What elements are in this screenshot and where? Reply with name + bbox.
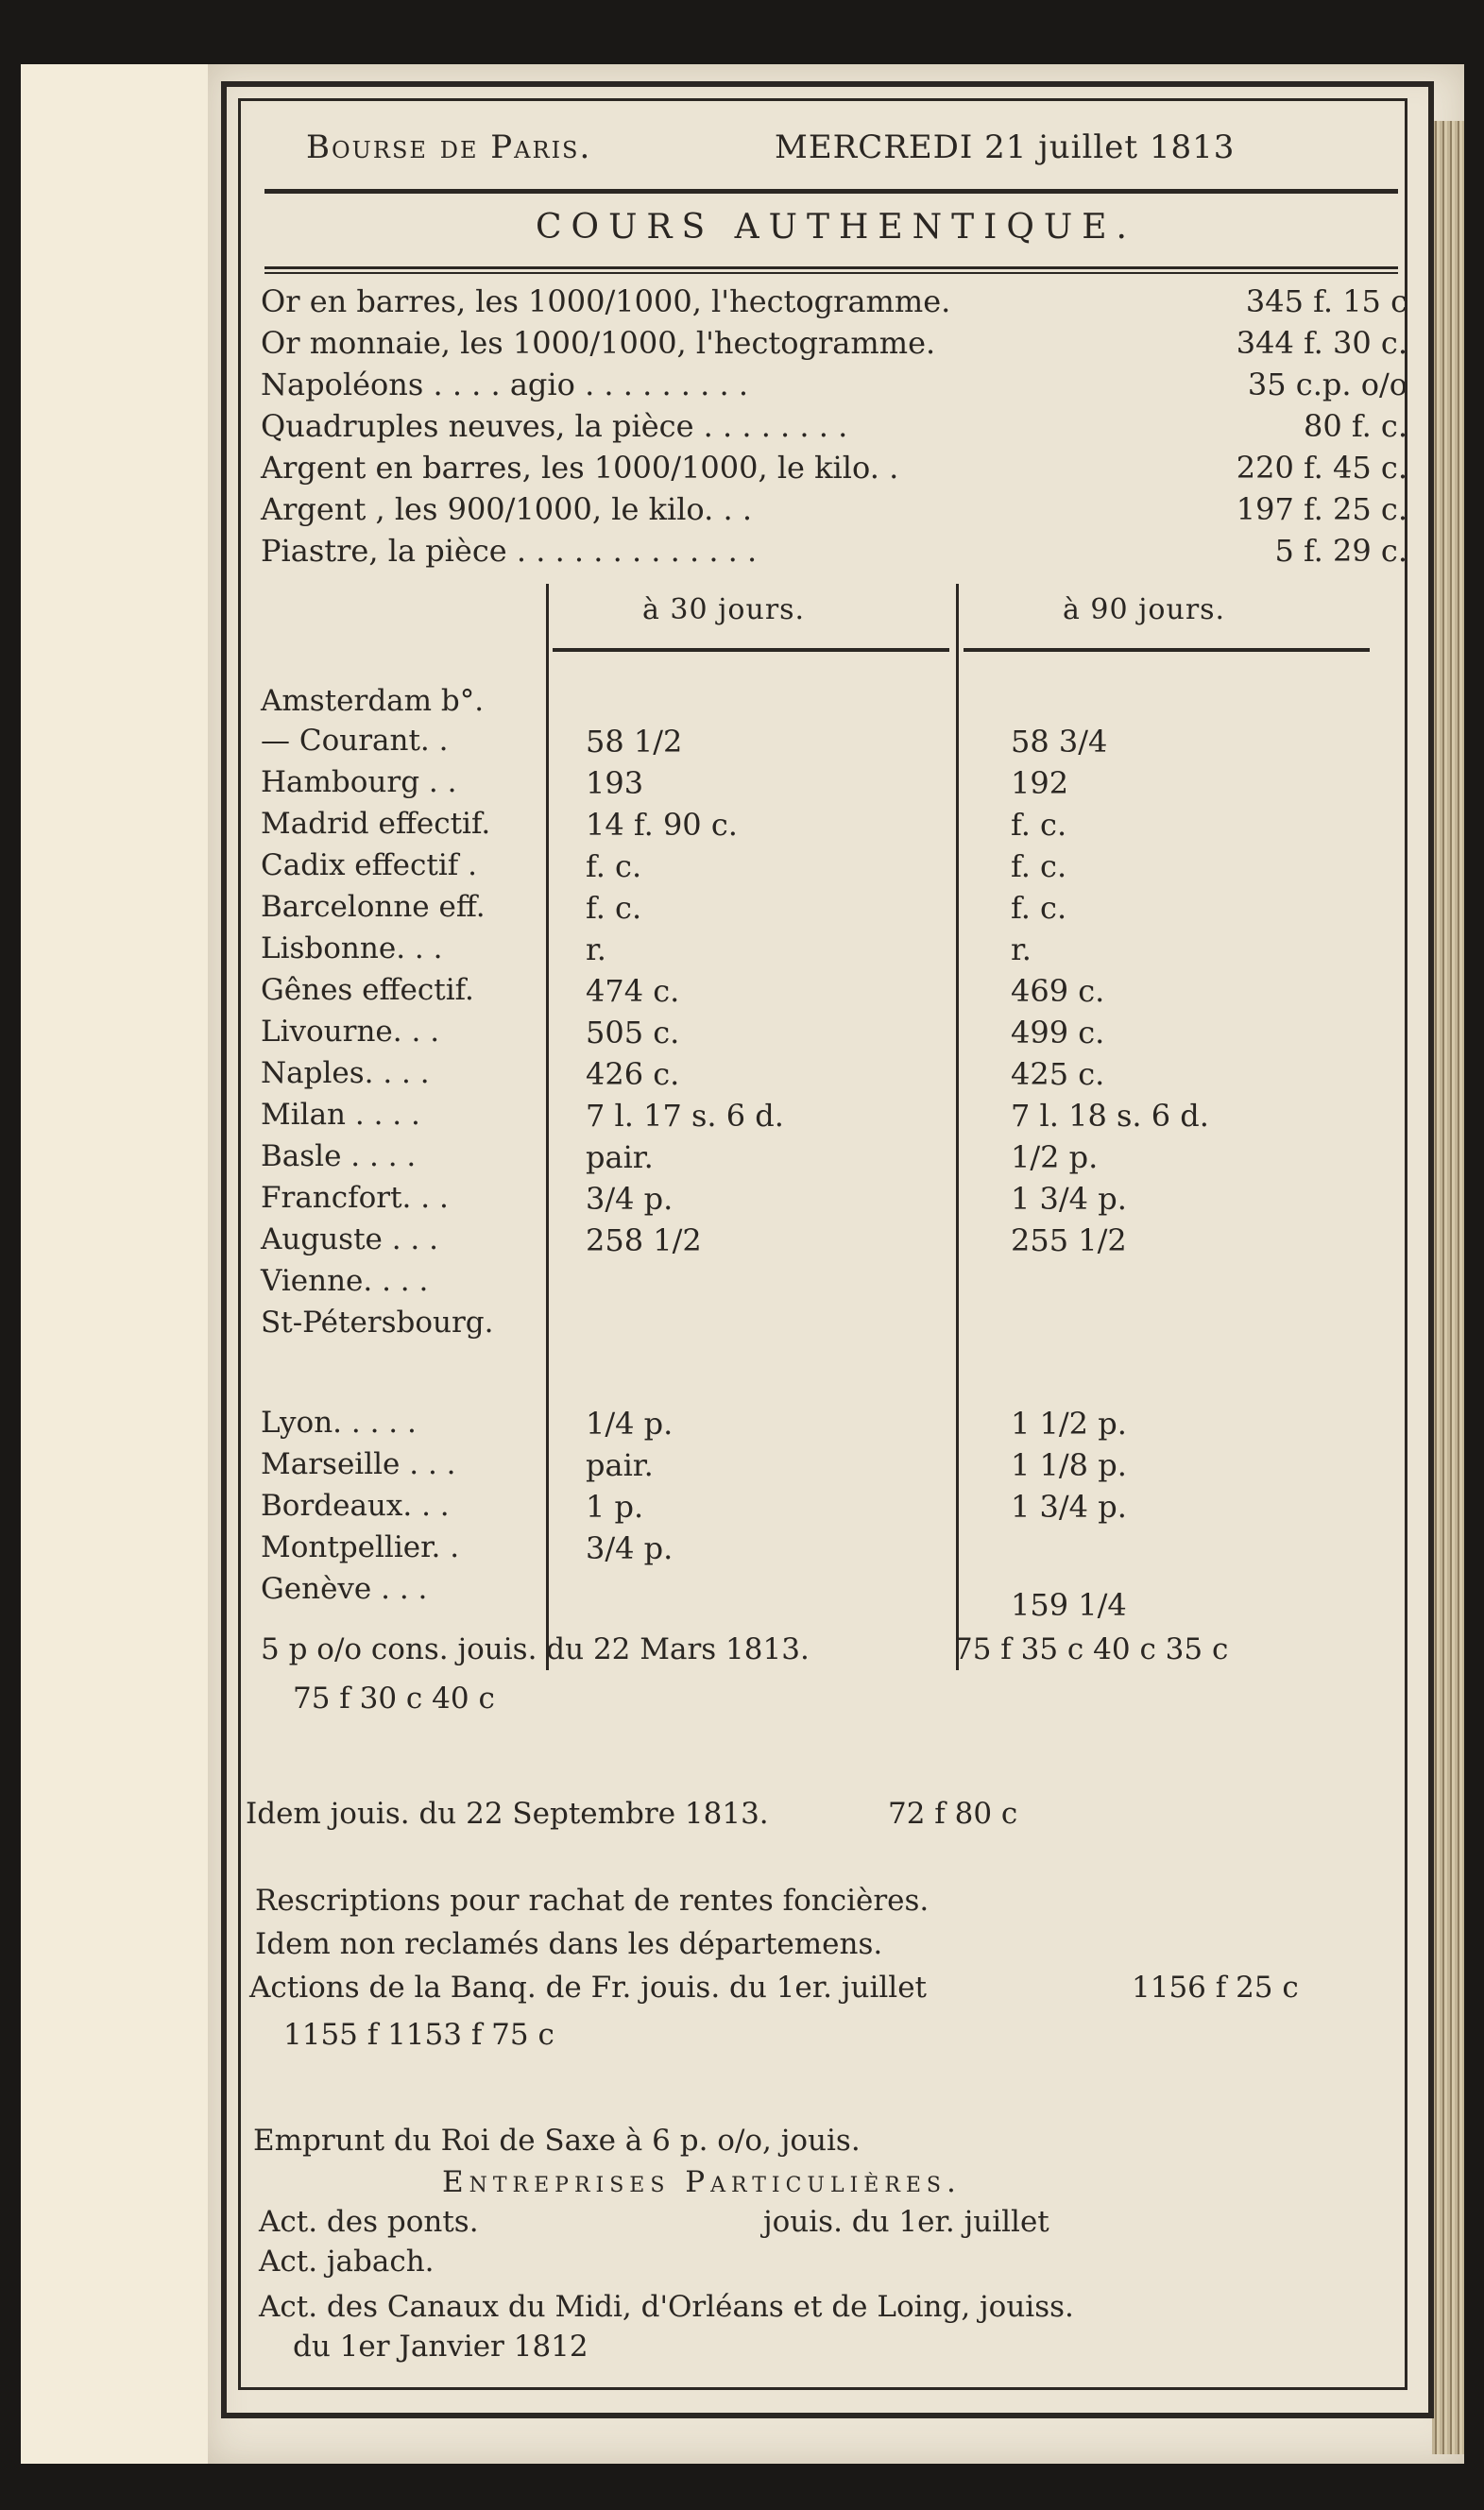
metal-label: Or monnaie, les 1000/1000, l'hectogramme. xyxy=(261,325,936,361)
rate-90: 1 3/4 p. xyxy=(1011,1489,1127,1525)
facing-page xyxy=(21,64,223,2464)
exchange-city: Vienne. . . . xyxy=(261,1264,429,1298)
column-header-90: à 90 jours. xyxy=(1063,593,1226,626)
rate-90: f. c. xyxy=(1011,807,1067,843)
exchange-city: Montpellier. . xyxy=(261,1530,460,1564)
metal-value: 80 f. c. xyxy=(1303,408,1407,444)
exchange-city: Francfort. . . xyxy=(261,1181,449,1215)
rate-30: 505 c. xyxy=(586,1015,680,1050)
metal-value: 344 f. 30 c. xyxy=(1236,325,1407,361)
exchange-city: Barcelonne eff. xyxy=(261,890,486,924)
metal-label: Or en barres, les 1000/1000, l'hectogramme. xyxy=(261,283,951,319)
rate-30: 1 p. xyxy=(586,1489,644,1525)
title-rule xyxy=(264,266,1398,269)
rate-90: r. xyxy=(1011,931,1032,967)
funds-line: jouis. du 1er. juillet xyxy=(763,2205,1049,2239)
exchange-city: Genève . . . xyxy=(261,1572,428,1606)
exchange-city: Milan . . . . xyxy=(261,1098,420,1132)
exchange-city: Gênes effectif. xyxy=(261,973,474,1007)
header-rule xyxy=(264,189,1398,194)
metal-label: Argent en barres, les 1000/1000, le kilo. . xyxy=(261,450,899,486)
metal-value: 5 f. 29 c. xyxy=(1274,533,1407,569)
metal-label: Argent , les 900/1000, le kilo. . . xyxy=(261,491,752,527)
rate-30: 3/4 p. xyxy=(586,1530,674,1566)
rate-90: 159 1/4 xyxy=(1011,1587,1127,1623)
metal-value: 197 f. 25 c. xyxy=(1236,491,1407,527)
funds-line: Act. jabach. xyxy=(259,2245,435,2279)
funds-line: Actions de la Banq. de Fr. jouis. du 1er. juillet xyxy=(249,1971,928,2005)
funds-line: Idem non reclamés dans les départemens. xyxy=(255,1927,883,1961)
rate-30: 426 c. xyxy=(586,1056,680,1092)
header-bourse: Bourse de Paris. xyxy=(306,128,592,166)
section-heading: Entreprises Particulières. xyxy=(442,2165,962,2199)
metal-value: 345 f. 15 c xyxy=(1245,283,1407,319)
rate-30: 193 xyxy=(586,765,644,801)
rate-30: 58 1/2 xyxy=(586,724,683,760)
funds-values: 75 f 30 c 40 c xyxy=(293,1682,495,1716)
exchange-city: Hambourg . . xyxy=(261,765,457,799)
exchange-city: St-Pétersbourg. xyxy=(261,1306,494,1340)
exchange-city: Madrid effectif. xyxy=(261,807,491,841)
rate-90: 1 3/4 p. xyxy=(1011,1181,1127,1217)
funds-values: 1156 f 25 c xyxy=(1132,1971,1299,2005)
funds-line: Rescriptions pour rachat de rentes foncières. xyxy=(255,1884,930,1918)
rate-90: 499 c. xyxy=(1011,1015,1105,1050)
page-title: COURS AUTHENTIQUE. xyxy=(536,208,1136,247)
rate-90: 1 1/2 p. xyxy=(1011,1406,1127,1442)
page-edges xyxy=(1432,121,1464,2454)
funds-line: Act. des ponts. xyxy=(259,2205,479,2239)
rate-30: pair. xyxy=(586,1139,654,1175)
column-rule xyxy=(964,648,1370,652)
metal-label: Quadruples neuves, la pièce . . . . . . . . xyxy=(261,408,848,444)
funds-line: 5 p o/o cons. jouis. du 22 Mars 1813. xyxy=(261,1632,810,1666)
rate-30: r. xyxy=(586,931,606,967)
exchange-city: Naples. . . . xyxy=(261,1056,430,1090)
exchange-city: Amsterdam b°. xyxy=(261,684,485,718)
metal-value: 220 f. 45 c. xyxy=(1236,450,1407,486)
exchange-city: Cadix effectif . xyxy=(261,848,477,882)
column-rule xyxy=(553,648,949,652)
rate-30: 3/4 p. xyxy=(586,1181,674,1217)
header-date: MERCREDI 21 juillet 1813 xyxy=(775,128,1236,166)
rate-90: 192 xyxy=(1011,765,1069,801)
exchange-city: Lyon. . . . . xyxy=(261,1406,417,1440)
rate-30: 7 l. 17 s. 6 d. xyxy=(586,1098,784,1134)
rate-30: pair. xyxy=(586,1447,654,1483)
rate-90: 7 l. 18 s. 6 d. xyxy=(1011,1098,1209,1134)
metal-value: 35 c.p. o/o xyxy=(1247,367,1407,402)
rate-30: 1/4 p. xyxy=(586,1406,674,1442)
funds-line: Idem jouis. du 22 Septembre 1813. xyxy=(246,1797,769,1831)
funds-values: 1155 f 1153 f 75 c xyxy=(283,2018,554,2052)
rate-90: 425 c. xyxy=(1011,1056,1105,1092)
funds-line: du 1er Janvier 1812 xyxy=(293,2330,588,2364)
rate-30: 14 f. 90 c. xyxy=(586,807,738,843)
funds-line: Emprunt du Roi de Saxe à 6 p. o/o, jouis. xyxy=(253,2124,861,2158)
funds-values: 72 f 80 c xyxy=(888,1797,1018,1831)
title-rule-2 xyxy=(264,272,1398,274)
column-divider xyxy=(956,584,959,1670)
column-header-30: à 30 jours. xyxy=(642,593,806,626)
rate-30: f. c. xyxy=(586,848,642,884)
rate-90: 1 1/8 p. xyxy=(1011,1447,1127,1483)
column-divider xyxy=(546,584,549,1670)
exchange-city: Livourne. . . xyxy=(261,1015,440,1049)
exchange-city: Marseille . . . xyxy=(261,1447,456,1481)
funds-values: 75 f 35 c 40 c 35 c xyxy=(954,1632,1229,1666)
rate-90: 1/2 p. xyxy=(1011,1139,1099,1175)
rate-90: 255 1/2 xyxy=(1011,1222,1127,1258)
rate-30: 258 1/2 xyxy=(586,1222,702,1258)
funds-line: Act. des Canaux du Midi, d'Orléans et de Loing, jouiss. xyxy=(259,2290,1074,2324)
rate-90: f. c. xyxy=(1011,890,1067,926)
rate-30: 474 c. xyxy=(586,973,680,1009)
rate-90: 58 3/4 xyxy=(1011,724,1108,760)
rate-90: 469 c. xyxy=(1011,973,1105,1009)
rate-90: f. c. xyxy=(1011,848,1067,884)
exchange-city: — Courant. . xyxy=(261,724,449,758)
document-page xyxy=(208,64,1464,2464)
rate-30: f. c. xyxy=(586,890,642,926)
metal-label: Piastre, la pièce . . . . . . . . . . . . . xyxy=(261,533,758,569)
exchange-city: Auguste . . . xyxy=(261,1222,438,1256)
metal-label: Napoléons . . . . agio . . . . . . . . . xyxy=(261,367,748,402)
exchange-city: Basle . . . . xyxy=(261,1139,417,1173)
exchange-city: Bordeaux. . . xyxy=(261,1489,450,1523)
exchange-city: Lisbonne. . . xyxy=(261,931,443,965)
